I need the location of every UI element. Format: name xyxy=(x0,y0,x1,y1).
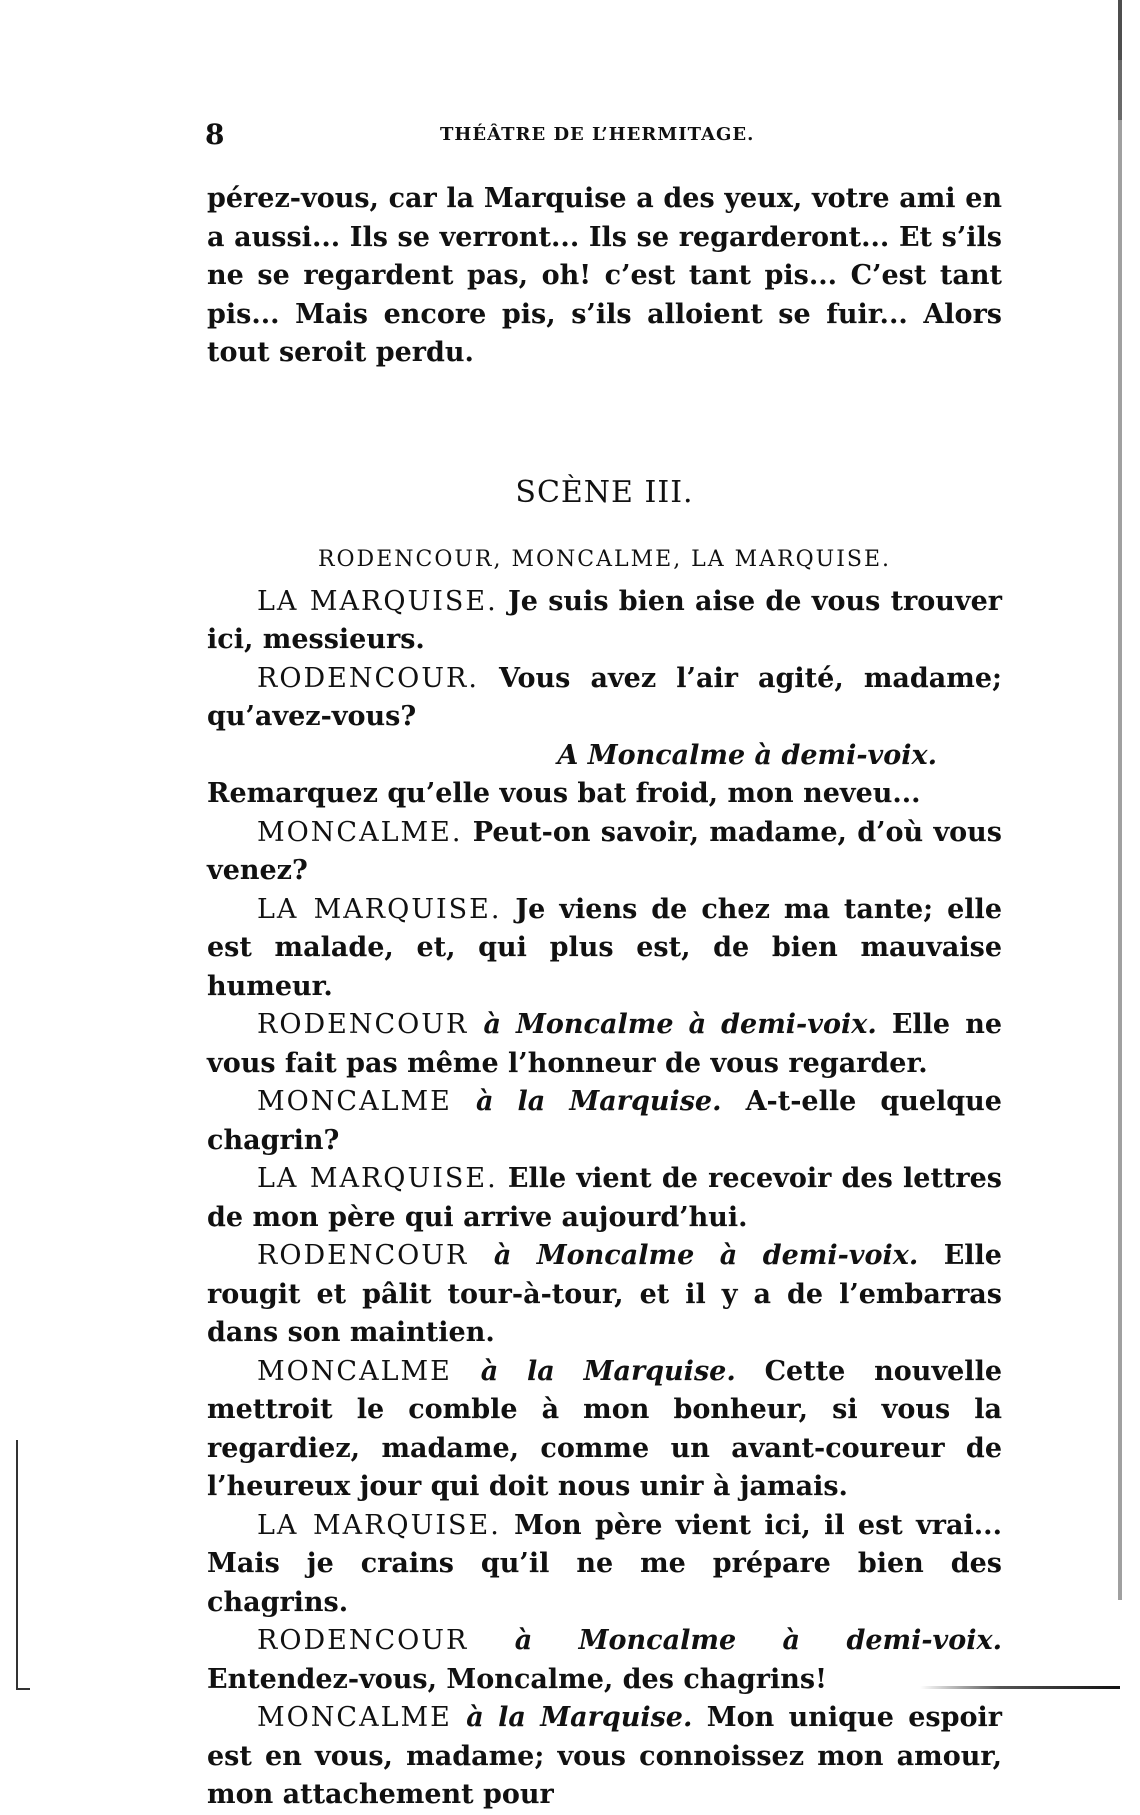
stage-direction: A Moncalme à demi-voix. xyxy=(557,739,937,771)
dialogue-text: Je viens de chez ma tante; elle est malade, et, qui plus est, de bien mauvaise humeur. xyxy=(207,893,1002,1002)
dialogue-line xyxy=(207,1160,1002,1237)
dialogue-text: Elle vient de recevoir des lettres de mon père qui arrive aujourd’hui. xyxy=(207,1163,1002,1233)
dialogue-text: Vous avez l’air agité, madame; qu’avez-vous? xyxy=(207,662,1002,732)
speaker-name: RODENCOUR. xyxy=(257,662,479,694)
page-edge-left-foot xyxy=(16,1688,30,1690)
speaker-name: MONCALME xyxy=(257,1702,452,1733)
stage-direction: à Moncalme à demi-voix. xyxy=(514,1625,1002,1656)
scene-title: SCÈNE III. xyxy=(515,474,694,510)
speaker-name: RODENCOUR xyxy=(257,1625,469,1656)
page-number: 8 xyxy=(205,118,225,151)
dialogue-line xyxy=(207,1353,1002,1507)
dialogue-text: Mon unique espoir est en vous, madame; vous connoissez mon amour, mon attachement pour xyxy=(207,1702,1002,1810)
stage-direction: à Moncalme à demi-voix. xyxy=(493,1240,919,1271)
dialogue-line xyxy=(207,1006,1002,1083)
stage-direction: à la Marquise. xyxy=(475,1086,722,1117)
speaker-name: LA MARQUISE. xyxy=(257,1163,498,1194)
dialogue-text: Elle ne vous fait pas même l’honneur de vous regarder. xyxy=(207,1009,1003,1079)
dialogue-text: Cette nouvelle mettroit le comble à mon bonheur, si vous la regardiez, madame, comme un avant-coureur de l’heureux jour qui doit nous unir à jamais. xyxy=(207,1355,1002,1502)
dialogue-line xyxy=(207,814,1002,891)
continuation-paragraph: pérez-vous, car la Marquise a des yeux, votre ami en a aussi... Ils se verront... Ils se regarderont... Et s’ils ne se regardent pas, oh! c’est tant pis... C’est tant pis... Mais encore pis, s’ils alloient se fuir... Alors tout seroit perdu. xyxy=(207,183,1002,368)
scene-characters: RODENCOUR, MONCALME, LA MARQUISE. xyxy=(317,546,892,572)
running-title: THÉÂTRE DE L’HERMITAGE. xyxy=(440,124,755,145)
stage-direction: à la Marquise. xyxy=(480,1355,736,1387)
page-edge-left xyxy=(16,1440,18,1690)
dialogue-line xyxy=(207,891,1002,1007)
dialogue-continuation: Remarquez qu’elle vous bat froid, mon neveu... xyxy=(207,778,921,809)
page-header xyxy=(205,118,1005,150)
speaker-name: LA MARQUISE. xyxy=(257,893,502,925)
dialogue-text: Peut-on savoir, madame, d’où vous venez? xyxy=(207,816,1002,886)
stage-direction: à Moncalme à demi-voix. xyxy=(483,1009,877,1040)
stage-direction: à la Marquise. xyxy=(466,1702,693,1733)
dialogue-line xyxy=(207,1083,1002,1160)
dialogue-line xyxy=(207,1622,1002,1699)
dialogue-line xyxy=(207,583,1002,660)
dialogue-text: Je suis bien aise de vous trouver ici, messieurs. xyxy=(207,585,1002,655)
dialogue-line xyxy=(207,1507,1002,1623)
speaker-name: MONCALME xyxy=(257,1355,452,1387)
speaker-name: LA MARQUISE. xyxy=(257,1509,501,1541)
dialogue-line xyxy=(207,1699,1002,1815)
speaker-name: LA MARQUISE. xyxy=(257,585,498,617)
dialogue-text: Elle rougit et pâlit tour-à-tour, et il y a de l’embarras dans son maintien. xyxy=(207,1240,1002,1348)
page-body xyxy=(207,180,1002,1815)
speaker-name: RODENCOUR xyxy=(257,1240,469,1271)
speaker-name: RODENCOUR xyxy=(257,1009,469,1040)
dialogue-line xyxy=(207,660,1002,737)
dialogue-text: Mon père vient ici, il est vrai... Mais je crains qu’il ne me prépare bien des chagrins. xyxy=(207,1509,1002,1618)
dialogue-text: Entendez-vous, Moncalme, des chagrins! xyxy=(207,1663,827,1695)
dialogue-text: A-t-elle quelque chagrin? xyxy=(207,1086,1002,1156)
page-edge-right xyxy=(1118,0,1122,1600)
speaker-name: MONCALME xyxy=(257,1086,452,1117)
dialogue-line xyxy=(207,1237,1002,1353)
speaker-name: MONCALME. xyxy=(257,816,463,848)
